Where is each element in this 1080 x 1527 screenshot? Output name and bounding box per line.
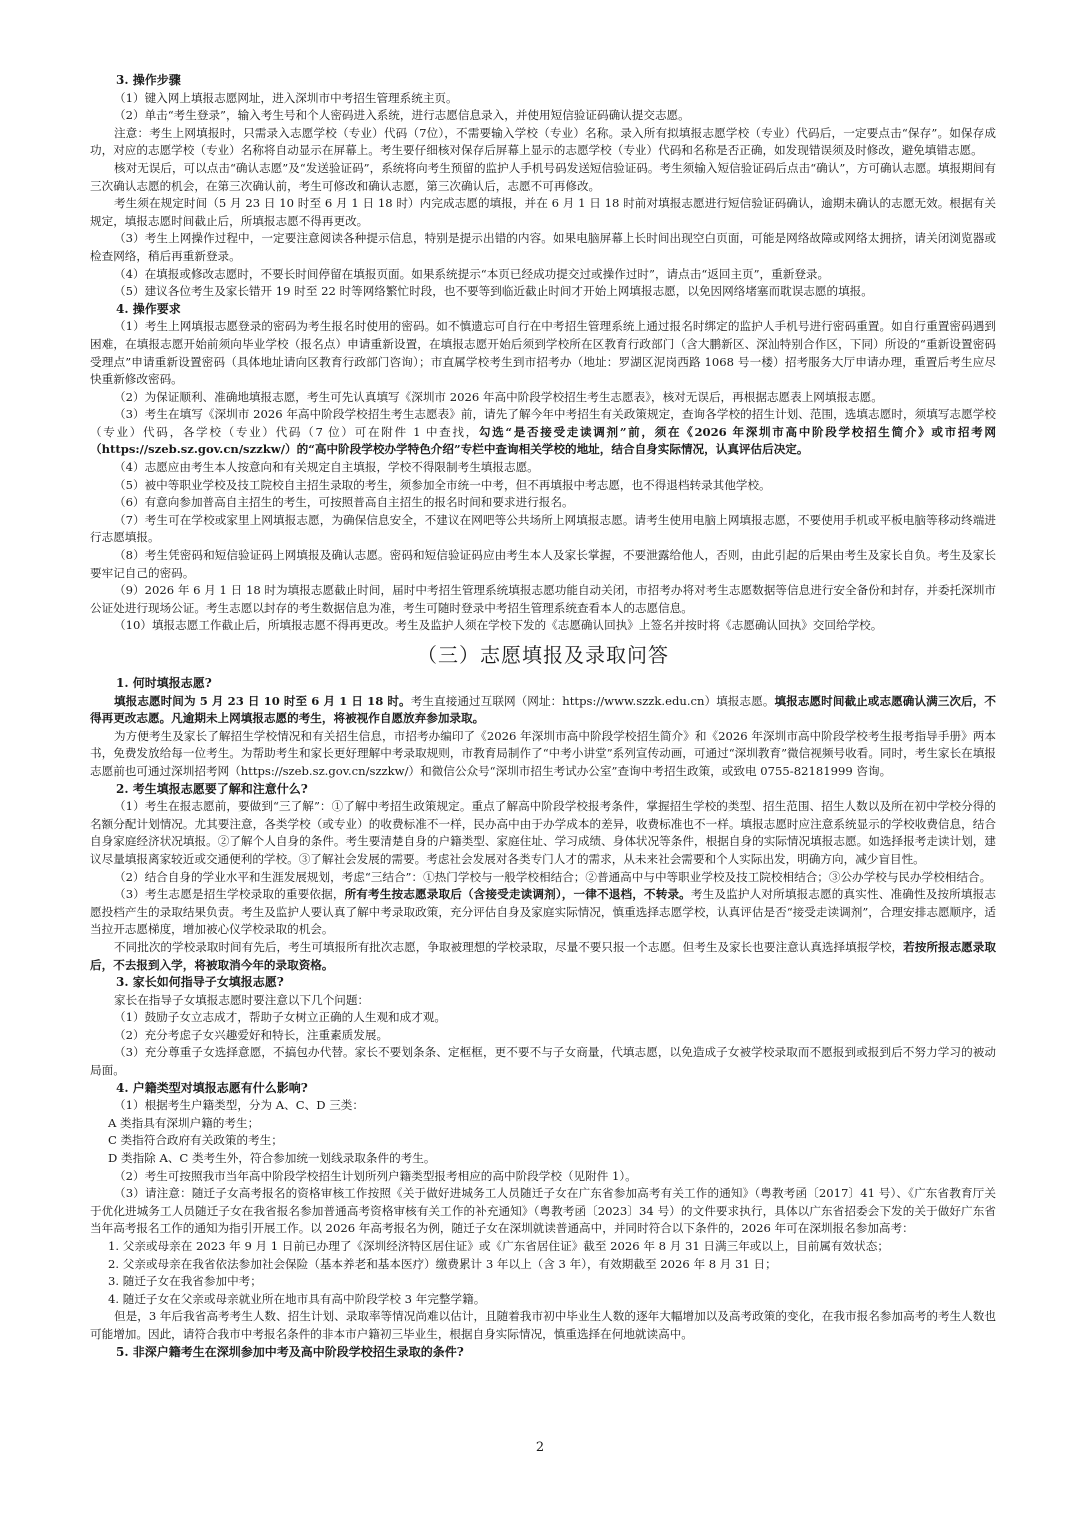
heading-operation-steps: 3. 操作步骤 <box>116 73 181 87</box>
paragraph <box>90 886 996 939</box>
paragraph: （3）充分尊重子女选择意愿，不搞包办代替。家长不要划条条、定框框，更不要不与子女商量，代填志愿，以免造成子女被学校录取而不愿报到或报到后不努力学习的被动局面。 <box>90 1045 996 1078</box>
document-body <box>90 72 996 1361</box>
paragraph: （2）单击“考生登录”，输入考生号和个人密码进入系统，进行志愿信息录入，并使用短信验证码确认提交志愿。 <box>114 108 690 123</box>
page-number: 2 <box>535 1440 545 1455</box>
paragraph: （1）根据考生户籍类型，分为 A、C、D 三类： <box>114 1098 364 1113</box>
paragraph: 注意：考生上网填报时，只需录入志愿学校（专业）代码（7位），不需要输入学校（专业）名称。录入所有拟填报志愿学校（专业）代码后，一定要点击“保存”。如保存成功，对应的志愿学校（专业）名称将自动显示在屏幕上。考生要仔细核对保存后屏幕上显示的志愿学校（专业）代码和名称是否正确，如发现错误须及时修改，避免填错志愿。 <box>90 125 996 158</box>
paragraph: （1）键入网上填报志愿网址，进入深圳市中考招生管理系统主页。 <box>114 90 458 105</box>
paragraph: （1）考生上网填报志愿登录的密码为考生报名时使用的密码。如不慎遗忘可自行在中考招生管理系统上通过报名时绑定的监护人手机号进行密码重置。如自行重置密码遇到困难，在填报志愿开始前须向毕业学校（报名点）申请重新设置，在填报志愿开始后须到学校所在区教育行政部门（含大鹏新区、深汕特别合作区，下同）所设的“重新设置密码受理点”申请重新设置密码（具体地址请向区教育行政部门咨询）；市直属学校考生到市招考办（地址：罗湖区泥岗西路 1068 号一楼）招考服务大厅申请办理，重置后考生应尽快重新修改密码。 <box>90 319 996 387</box>
paragraph: （10）填报志愿工作截止后，所填报志愿不得再更改。考生及监护人须在学校下发的《志愿确认回执》上签名并按时将《志愿确认回执》交回给学校。 <box>114 618 883 633</box>
paragraph: （5）被中等职业学校及技工院校自主招生录取的考生，须参加全市统一中考，但不再填报中考志愿，也不得退档转录其他学校。 <box>114 477 771 492</box>
paragraph: （7）考生可在学校或家里上网填报志愿，为确保信息安全，不建议在网吧等公共场所上网填报志愿。请考生使用电脑上网填报志愿，不要使用手机或平板电脑等移动终端进行志愿填报。 <box>90 512 996 545</box>
paragraph: （9）2026 年 6 月 1 日 18 时为填报志愿截止时间，届时中考招生管理系统填报志愿功能自动关闭，市招考办将对考生志愿数据等信息进行安全备份和封存，并委托深圳市公证处进行现场公证。考生志愿以封存的考生数据信息为准，考生可随时登录中考招生管理系统查看本人的志愿信息。 <box>90 583 996 615</box>
question-heading: 2. 考生填报志愿要了解和注意什么? <box>116 781 308 796</box>
question-heading: 1. 何时填报志愿? <box>116 676 212 690</box>
paragraph: （3）考生上网操作过程中，一定要注意阅读各种提示信息，特别是提示出错的内容。如果电脑屏幕上长时间出现空白页面，可能是网络故障或网络太拥挤，请关闭浏览器或检查网络，稍后再重新登录。 <box>90 231 996 263</box>
paragraph <box>90 939 996 974</box>
question-heading: 3. 家长如何指导子女填报志愿? <box>116 975 284 990</box>
list-item: 1. 父亲或母亲在 2023 年 9 月 1 日前已办理了《深圳经济特区居住证》或《广东省居住证》截至 2026 年 8 月 31 日满三年或以上，目前属有效状态； <box>108 1239 889 1253</box>
bold-text: 填报志愿时间截止或志愿确认满三次后，不得再更改志愿。凡逾期未上网填报志愿的考生，将被视作自愿放弃参加录取。 <box>90 693 996 726</box>
paragraph-text: 考生直接通过互联网（网址：https://www.szzk.edu.cn）填报志愿。 <box>410 693 775 708</box>
list-item: C 类指符合政府有关政策的考生； <box>108 1133 283 1148</box>
paragraph: （2）考生可按照我市当年高中阶段学校招生计划所列户籍类型报考相应的高中阶段学校（见附件 1）。 <box>114 1168 637 1183</box>
paragraph: （2）为保证顺利、准确地填报志愿，考生可先认真填写《深圳市 2026 年高中阶段学校招生考生志愿表》，核对无误后，再根据志愿表上网填报志愿。 <box>114 389 883 404</box>
bold-text: 所有考生按志愿录取后（含接受走读调剂），一律不退档，不转录。 <box>344 887 691 902</box>
bold-text: 若按所报志愿录取后，不去报到入学，将被取消今年的录取资格。 <box>90 939 996 972</box>
heading-operation-requirements: 4. 操作要求 <box>116 301 181 316</box>
bold-text: 填报志愿时间为 5 月 23 日 10 时至 6 月 1 日 18 时。 <box>114 693 411 708</box>
paragraph-text: 考生及监护人对所填报志愿的真实性、准确性及按所填报志愿投档产生的录取结果负责。考生及监护人要认真了解中考录取政策，充分评估自身及家庭实际情况，慎重选择志愿学校，认真评估是否“接受走读调剂”，合理安排志愿顺序，适当拉开志愿梯度，增加被心仪学校录取的机会。 <box>90 887 996 937</box>
paragraph-text: （3）考生志愿是招生学校录取的重要依据， <box>114 887 345 902</box>
paragraph: （2）结合自身的学业水平和生涯发展规划，考虑“三结合”：①热门学校与一般学校相结合；②普通高中与中等职业学校及技工院校相结合；③公办学校与民办学校相结合。 <box>114 869 992 884</box>
paragraph: 核对无误后，可以点击“确认志愿”及“发送验证码”，系统将向考生预留的监护人手机号码发送短信验证码。考生须输入短信验证码后点击“确认”，方可确认志愿。填报期间有三次确认志愿的机会，在第三次确认前，考生可修改和确认志愿，第三次确认后，志愿不可再修改。 <box>90 160 996 193</box>
paragraph: （8）考生凭密码和短信验证码上网填报及确认志愿。密码和短信验证码应由考生本人及家长掌握，不要泄露给他人，否则，由此引起的后果由考生及家长自负。考生及家长要牢记自己的密码。 <box>90 548 996 580</box>
paragraph-text: 不同批次的学校录取时间有先后，考生可填报所有批次志愿，争取被理想的学校录取，尽量不要只报一个志愿。但考生及家长也要注意认真选择填报学校， <box>114 939 904 954</box>
section-title: （三）志愿填报及录取问答 <box>417 643 669 667</box>
list-item: A 类指具有深圳户籍的考生； <box>108 1115 260 1130</box>
paragraph: （4）志愿应由考生本人按意向和有关规定自主填报，学校不得限制考生填报志愿。 <box>114 460 539 475</box>
list-item: 2. 父亲或母亲在我省依法参加社会保险（基本养老和基本医疗）缴费累计 3 年以上（含 3 年），有效期截至 2026 年 8 月 31 日； <box>108 1256 777 1271</box>
paragraph <box>90 406 996 459</box>
paragraph: （6）有意向参加普高自主招生的考生，可按照普高自主招生的报名时间和要求进行报名。 <box>114 495 574 510</box>
list-item: 3. 随迁子女在我省参加中考； <box>108 1274 262 1289</box>
list-item: 4. 随迁子女在父亲或母亲就业所在地市具有高中阶段学校 3 年完整学籍。 <box>108 1291 486 1306</box>
list-item: D 类指除 A、C 类考生外，符合参加统一划线录取条件的考生。 <box>108 1151 436 1166</box>
paragraph: 但是，3 年后我省高考考生人数、招生计划、录取率等情况尚难以估计，且随着我市初中毕业生人数的逐年大幅增加以及高考政策的变化，在我市报名参加高考的考生人数也可能增加。因此，请符合我市中考报名条件的非本市户籍初三毕业生，根据自身实际情况，慎重选择在何地就读高中。 <box>90 1309 996 1341</box>
paragraph: 家长在指导子女填报志愿时要注意以下几个问题： <box>114 992 370 1007</box>
paragraph: （3）请注意：随迁子女高考报名的资格审核工作按照《关于做好进城务工人员随迁子女在广东省参加高考有关工作的通知》（粤教考函〔2017〕41 号）、《广东省教育厅关于优化进城务工人员随迁子女在我省报名参加普通高考资格审核有关工作的补充通知》（粤教考函〔2023〕34 号）的文件要求执行，具体以广东省招委会下发的关于做好广东省当年高考报名工作的通知为指引开展工作。以 2026 年高考报名为例，随迁子女在深圳就读普通高中，并同时符合以下条件的，2026 年可在深圳报名参加高考： <box>90 1186 996 1236</box>
paragraph: （1）考生在报志愿前，要做到“三了解”：①了解中考招生政策规定。重点了解高中阶段学校报考条件，掌握招生学校的类型、招生范围、招生人数以及所在初中学校分得的名额分配计划情况。尤其要注意，各类学校（或专业）的收费标准不一样，民办高中由于办学成本的差异，收费标准也不一样。填报志愿时应注意系统显示的学校收费信息，结合自身家庭经济状况填报。②了解个人自身的条件。考生要清楚自身的户籍类型、家庭住址、学习成绩、身体状况等条件，根据自身的实际情况填报志愿。如选择报考走读计划，建议尽量填报离家较近或交通便利的学校。③了解社会发展的需要。考虑社会发展对各类专门人才的需求，从未来社会需要和个人实际出发，明确方向，减少盲目性。 <box>90 799 996 866</box>
bold-text: 勾选“是否接受走读调剂”前，须在《2026 年深圳市高中阶段学校招生简介》或市招考网（https://szeb.sz.gov.cn/szzkw/）的“高中阶段学校办学特色介绍”专栏中查询相关学校的地址，结合自身实际情况，认真评估后决定。 <box>90 424 996 457</box>
question-heading: 4. 户籍类型对填报志愿有什么影响? <box>116 1080 308 1095</box>
paragraph: （4）在填报或修改志愿时，不要长时间停留在填报页面。如果系统提示“本页已经成功提交过或操作过时”，请点击“返回主页”，重新登录。 <box>114 266 830 281</box>
paragraph <box>90 693 996 728</box>
paragraph: 考生须在规定时间（5 月 23 日 10 时至 6 月 1 日 18 时）内完成志愿的填报，并在 6 月 1 日 18 时前对填报志愿进行短信验证码确认，逾期未确认的志愿无效。根据有关规定，填报志愿时间截止后，所填报志愿不得再更改。 <box>90 196 996 228</box>
paragraph: 为方便考生及家长了解招生学校情况和有关招生信息，市招考办编印了《2026 年深圳市高中阶段学校招生简介》和《2026 年深圳市高中阶段学校考生报考指导手册》两本书，免费发放给每一位考生。为帮助考生和家长更好理解中考录取规则，市教育局制作了“中考小讲堂”系列宣传动画，可通过“深圳教育”微信视频号收看。同时，考生家长在填报志愿前也可通过深圳招考网（https://szeb.sz.gov.cn/szzkw/）和微信公众号“深圳市招生考试办公室”查询中考招生政策，或致电 0755-82181999 咨询。 <box>90 728 996 778</box>
question-heading: 5. 非深户籍考生在深圳参加中考及高中阶段学校招生录取的条件? <box>116 1344 464 1359</box>
paragraph: （5）建议各位考生及家长错开 19 时至 22 时等网络繁忙时段，也不要等到临近截止时间才开始上网填报志愿，以免因网络堵塞而耽误志愿的填报。 <box>114 284 873 299</box>
paragraph-text: （3）考生在填写《深圳市 2026 年高中阶段学校招生考生志愿表》前，请先了解今年中考招生有关政策规定，查询各学校的招生计划、范围，选填志愿时，须填写志愿学校（专业）代码，各学校（专业）代码（7 位）可在附件 1 中查找， <box>90 407 996 439</box>
paragraph: （1）鼓励子女立志成才，帮助子女树立正确的人生观和成才观。 <box>114 1010 447 1025</box>
paragraph: （2）充分考虑子女兴趣爱好和特长，注重素质发展。 <box>114 1027 389 1042</box>
